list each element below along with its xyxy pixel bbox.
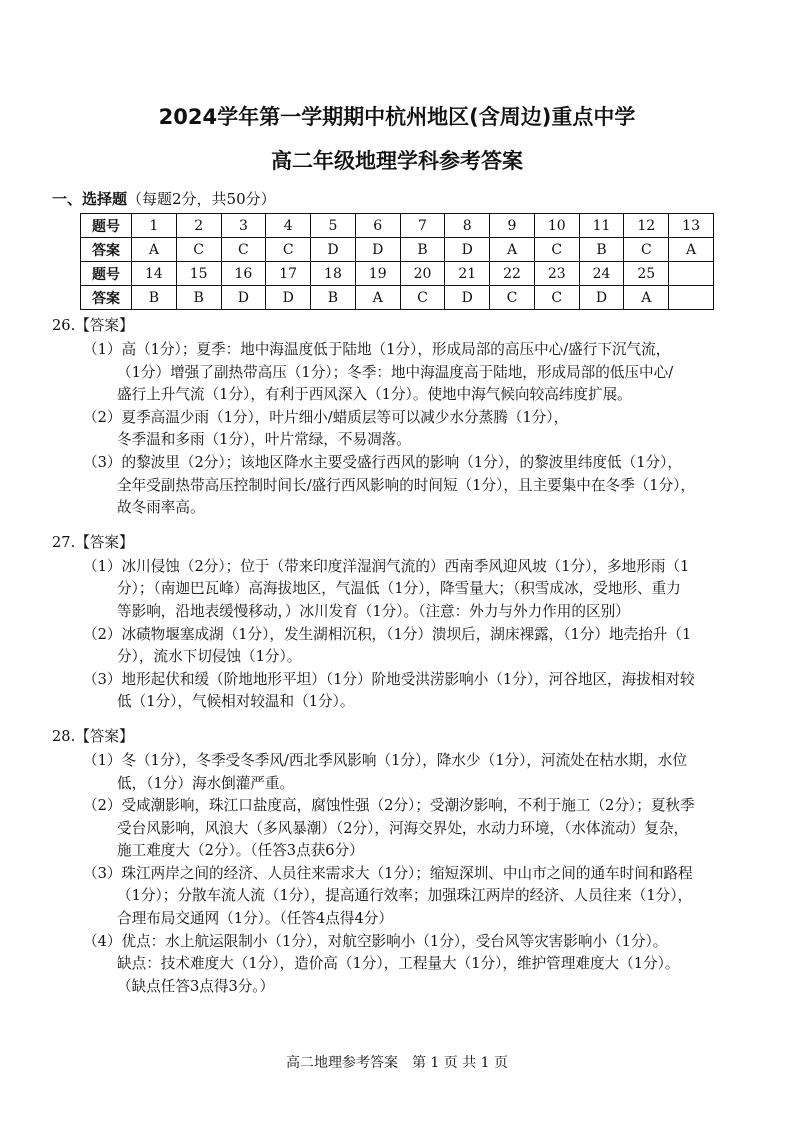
answer-line: （1）冬（1分），冬季受冬季风/西北季风影响（1分），降水少（1分），河流处在枯水期，水位: [83, 751, 687, 769]
question-block: [52, 315, 752, 528]
document-subtitle: 高二年级地理学科参考答案: [271, 149, 523, 173]
row-header: 题号: [81, 214, 132, 238]
table-cell: B: [176, 286, 221, 310]
table-cell: A: [490, 238, 535, 262]
table-cell: 10: [534, 214, 579, 238]
answer-item: [52, 339, 752, 407]
row-header: 答案: [81, 238, 132, 262]
answer-line: 施工难度大（2分）。（任答3点获6分）: [117, 842, 364, 860]
answer-line: （1）冰川侵蚀（2分）；位于（带来印度洋湿润气流的）西南季风迎风坡（1分），多地形雨（1: [83, 557, 690, 575]
question-heading: 28.【答案】: [52, 727, 134, 745]
answer-item: [52, 407, 752, 452]
table-cell: D: [445, 238, 490, 262]
table-cell: 2: [176, 214, 221, 238]
table-cell: [669, 262, 714, 286]
answer-line: （2）冰碛物堰塞成湖（1分），发生湖相沉积，（1分）溃坝后，湖床裸露，（1分）地壳抬升（1: [83, 625, 692, 643]
answer-line: （4）优点：水上航运限制小（1分），对航空影响小（1分），受台风等灾害影响小（1分）。: [83, 932, 668, 950]
table-cell: D: [221, 286, 266, 310]
answer-item: [52, 863, 752, 931]
table-cell: 15: [176, 262, 221, 286]
table-cell: C: [534, 238, 579, 262]
table-cell: A: [132, 238, 177, 262]
table-cell: 20: [400, 262, 445, 286]
table-cell: C: [624, 238, 669, 262]
table-cell: 8: [445, 214, 490, 238]
answer-line: （3）的黎波里（2分）；该地区降水主要受盛行西风的影响（1分），的黎波里纬度低（1分），: [83, 453, 682, 471]
table-row: [81, 238, 714, 262]
table-cell: A: [355, 286, 400, 310]
table-cell: C: [176, 238, 221, 262]
table-cell: D: [445, 286, 490, 310]
table-cell: D: [355, 238, 400, 262]
table-cell: B: [579, 238, 624, 262]
table-cell: 3: [221, 214, 266, 238]
table-cell: 12: [624, 214, 669, 238]
table-cell: 19: [355, 262, 400, 286]
answer-item: [52, 931, 752, 999]
table-cell: A: [624, 286, 669, 310]
row-header: 题号: [81, 262, 132, 286]
row-header: 答案: [81, 286, 132, 310]
answer-line: 合理布局交通网（1分）。（任答4点得4分）: [117, 910, 393, 928]
table-cell: [669, 286, 714, 310]
table-cell: D: [311, 238, 356, 262]
table-cell: 6: [355, 214, 400, 238]
table-cell: C: [221, 238, 266, 262]
table-cell: D: [266, 286, 311, 310]
answer-line: （1）高（1分）；夏季：地中海温度低于陆地（1分），形成局部的高压中心/盛行下沉气流，: [83, 341, 671, 358]
answer-line: （3）地形起伏和缓（阶地地形平坦）（1分）阶地受洪涝影响小（1分），河谷地区，海拔相对较: [83, 670, 695, 688]
answer-line: （3）珠江两岸之间的经济、人员往来需求大（1分）；缩短深圳、中山市之间的通车时间和路程: [83, 864, 693, 882]
table-cell: 7: [400, 214, 445, 238]
table-row: [81, 214, 714, 238]
answer-item: [52, 624, 752, 669]
table-cell: 13: [669, 214, 714, 238]
question-block: [52, 726, 752, 1007]
question-block: [52, 532, 752, 722]
table-cell: 25: [624, 262, 669, 286]
table-cell: 4: [266, 214, 311, 238]
answer-line: 受台风影响，风浪大（多风暴潮）（2分），河海交界处，水动力环境，（水体流动）复杂，: [117, 819, 689, 837]
table-cell: 21: [445, 262, 490, 286]
answer-line: 等影响，沿地表缓慢移动，）冰川发育（1分）。（注意：外力与外力作用的区别）: [117, 602, 630, 620]
answer-line: 冬季温和多雨（1分），叶片常绿，不易凋落。: [117, 431, 411, 449]
table-cell: A: [669, 238, 714, 262]
table-row: [81, 262, 714, 286]
table-cell: 5: [311, 214, 356, 238]
answer-line: 分）；（南迦巴瓦峰）高海拔地区，气温低（1分），降雪量大；（积雪成冰，受地形、重力: [117, 580, 681, 598]
table-cell: 16: [221, 262, 266, 286]
answer-line: 低，（1分）海水倒灌严重。: [117, 774, 295, 792]
answers-body: [52, 315, 752, 1006]
answer-line: 故冬雨率高。: [117, 499, 205, 517]
answer-line: 盛行上升气流（1分），有利于西风深入（1分）。使地中海气候向较高纬度扩展。: [117, 386, 632, 404]
table-cell: C: [400, 286, 445, 310]
section-note: （每题2分，共50分）: [127, 190, 276, 208]
table-cell: 17: [266, 262, 311, 286]
answer-item: [52, 795, 752, 863]
question-heading: 27.【答案】: [52, 533, 134, 551]
page-footer: 高二地理参考答案 第 1 页 共 1 页: [285, 1055, 509, 1071]
table-cell: 14: [132, 262, 177, 286]
answer-line: （2）受咸潮影响，珠江口盐度高，腐蚀性强（2分）；受潮汐影响，不利于施工（2分）；夏秋季: [83, 797, 695, 815]
section-label: 一、选择题: [52, 190, 128, 208]
table-row: [81, 286, 714, 310]
table-cell: 11: [579, 214, 624, 238]
answer-item: [52, 750, 752, 795]
table-cell: 9: [490, 214, 535, 238]
answer-line: （1分）增强了副热带高压（1分）；冬季：地中海温度高于陆地，形成局部的低压中心/: [117, 363, 674, 381]
answer-line: 分），流水下切侵蚀（1分）。: [117, 648, 302, 666]
answer-item: [52, 452, 752, 520]
answer-line: 全年受副热带高压控制时间长/盛行西风影响的时间短（1分），且主要集中在冬季（1分），: [117, 476, 696, 494]
section-heading: [52, 188, 276, 209]
table-cell: 22: [490, 262, 535, 286]
table-cell: B: [400, 238, 445, 262]
table-cell: C: [534, 286, 579, 310]
answer-table: [80, 213, 714, 310]
answer-line: （2）夏季高温少雨（1分），叶片细小/蜡质层等可以减少水分蒸腾（1分），: [83, 408, 569, 426]
table-cell: B: [132, 286, 177, 310]
answer-item: [52, 556, 752, 624]
question-heading: 26.【答案】: [52, 317, 134, 334]
answer-item: [52, 669, 752, 714]
table-cell: D: [579, 286, 624, 310]
answer-line: 缺点：技术难度大（1分），造价高（1分），工程量大（1分），维护管理难度大（1分）。: [117, 955, 680, 973]
table-cell: C: [266, 238, 311, 262]
table-cell: 24: [579, 262, 624, 286]
answer-line: （缺点任答3点得3分。）: [117, 977, 275, 995]
table-cell: C: [490, 286, 535, 310]
document-title: 2024学年第一学期期中杭州地区(含周边)重点中学: [158, 105, 636, 129]
table-cell: B: [311, 286, 356, 310]
table-cell: 18: [311, 262, 356, 286]
table-cell: 1: [132, 214, 177, 238]
table-cell: 23: [534, 262, 579, 286]
answer-line: 低（1分），气候相对较温和（1分）。: [117, 693, 355, 711]
answer-line: （1分）；分散车流人流（1分），提高通行效率；加强珠江两岸的经济、人员往来（1分），: [117, 887, 693, 905]
